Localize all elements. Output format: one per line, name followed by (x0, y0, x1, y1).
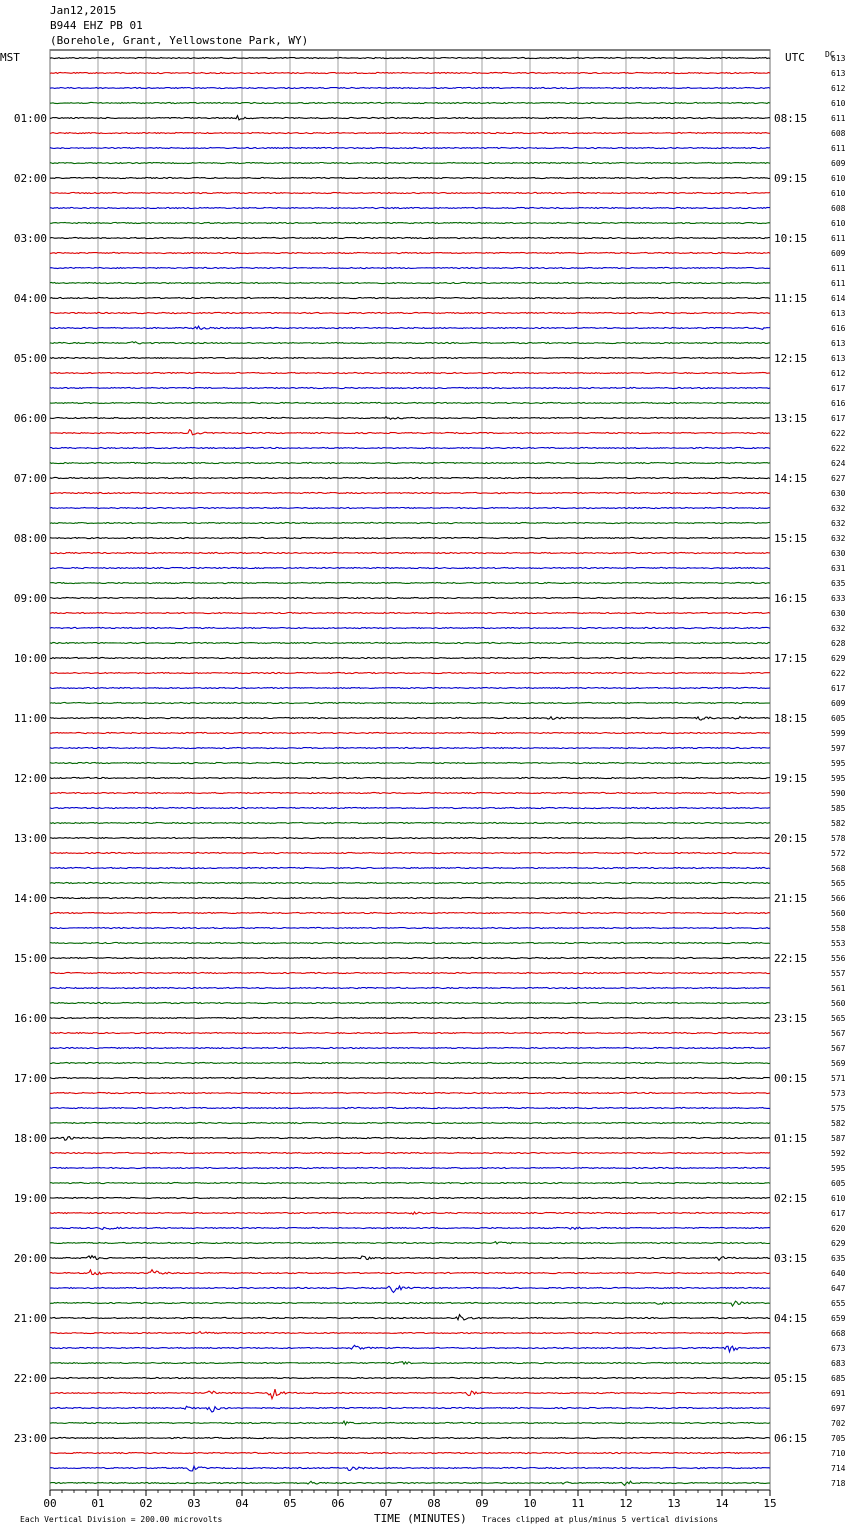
trace-line (50, 822, 770, 823)
dc-offset-label: 633 (831, 594, 846, 603)
dc-offset-label: 573 (831, 1089, 846, 1098)
dc-offset-label: 605 (831, 1179, 846, 1188)
trace-line (50, 477, 770, 478)
dc-offset-label: 632 (831, 504, 846, 513)
dc-offset-label: 632 (831, 534, 846, 543)
dc-offset-label: 599 (831, 729, 846, 738)
x-axis-title: TIME (MINUTES) (374, 1512, 467, 1525)
trace-line (50, 612, 770, 613)
traces (50, 57, 770, 1485)
trace-line (50, 1017, 770, 1018)
dc-offset-label: 614 (831, 294, 846, 303)
mst-hour-label: 18:00 (13, 1132, 47, 1145)
trace-line (50, 807, 770, 808)
dc-offset-label: 585 (831, 804, 846, 813)
trace-line (50, 312, 770, 313)
x-tick-label: 09 (475, 1497, 489, 1510)
dc-offset-label: 630 (831, 609, 846, 618)
dc-offset-label: 597 (831, 744, 846, 753)
utc-hour-label: 03:15 (774, 1252, 808, 1265)
dc-offset-label: 610 (831, 219, 846, 228)
trace-line (50, 252, 770, 253)
trace-line (50, 1062, 770, 1063)
x-tick-label: 00 (43, 1497, 57, 1510)
dc-offset-label: 610 (831, 174, 846, 183)
trace-line (50, 1481, 770, 1485)
mst-hour-label: 20:00 (13, 1252, 47, 1265)
trace-line (50, 147, 770, 148)
trace-line (50, 282, 770, 283)
trace-line (50, 192, 770, 193)
trace-line (50, 1107, 770, 1108)
dc-offset-label: 632 (831, 624, 846, 633)
dc-offset-label: 629 (831, 1239, 846, 1248)
dc-offset-label: 571 (831, 1074, 846, 1083)
x-tick-label: 02 (139, 1497, 153, 1510)
dc-offset-label: 714 (831, 1464, 846, 1473)
trace-line (50, 267, 770, 268)
mst-hour-label: 21:00 (13, 1312, 47, 1325)
dc-offset-label: 565 (831, 879, 846, 888)
dc-offset-label: 611 (831, 144, 846, 153)
dc-offset-label: 718 (831, 1479, 846, 1488)
dc-offset-label: 622 (831, 669, 846, 678)
utc-hour-label: 10:15 (774, 232, 808, 245)
dc-offset-label: 572 (831, 849, 846, 858)
dc-offset-label: 691 (831, 1389, 846, 1398)
trace-line (50, 372, 770, 373)
dc-offset-label: 582 (831, 1119, 846, 1128)
dc-offset-label: 582 (831, 819, 846, 828)
trace-line (50, 732, 770, 733)
utc-hour-label: 17:15 (774, 652, 808, 665)
dc-offset-label: 628 (831, 639, 846, 648)
dc-offset-label: 622 (831, 429, 846, 438)
dc-offset-label: 567 (831, 1029, 846, 1038)
dc-offset-label: 622 (831, 444, 846, 453)
dc-offset-label: 609 (831, 249, 846, 258)
x-tick-label: 08 (427, 1497, 441, 1510)
header-location: (Borehole, Grant, Yellowstone Park, WY) (50, 34, 309, 47)
utc-hour-label: 14:15 (774, 472, 808, 485)
trace-line (50, 957, 770, 958)
dc-offset-label: 613 (831, 69, 846, 78)
dc-offset-label: 561 (831, 984, 846, 993)
dc-offset-label: 556 (831, 954, 846, 963)
utc-hour-label: 13:15 (774, 412, 808, 425)
dc-offset-label: 705 (831, 1434, 846, 1443)
trace-line (50, 297, 770, 298)
utc-hour-label: 01:15 (774, 1132, 808, 1145)
trace-line (50, 1227, 770, 1229)
mst-hour-label: 19:00 (13, 1192, 47, 1205)
x-tick-label: 07 (379, 1497, 393, 1510)
dc-offset-label: 609 (831, 159, 846, 168)
trace-line (50, 777, 770, 778)
dc-offset-label: 617 (831, 384, 846, 393)
utc-hour-label: 15:15 (774, 532, 808, 545)
trace-line (50, 1362, 770, 1364)
trace-line (50, 1301, 770, 1306)
trace-line (50, 567, 770, 568)
dc-offset-label: 612 (831, 369, 846, 378)
trace-line (50, 462, 770, 463)
dc-offset-label: 630 (831, 549, 846, 558)
mst-hour-label: 11:00 (13, 712, 47, 725)
trace-line (50, 72, 770, 73)
dc-offset-label: 611 (831, 279, 846, 288)
trace-line (50, 1315, 770, 1320)
utc-hour-label: 05:15 (774, 1372, 808, 1385)
mst-axis-label: MST (0, 51, 20, 64)
dc-offset-label: 673 (831, 1344, 846, 1353)
plot-frame (50, 50, 770, 1490)
dc-offset-label: 560 (831, 999, 846, 1008)
mst-hour-label: 22:00 (13, 1372, 47, 1385)
mst-hour-label: 12:00 (13, 772, 47, 785)
x-tick-label: 06 (331, 1497, 345, 1510)
dc-offset-label: 608 (831, 129, 846, 138)
dc-offset-label: 608 (831, 204, 846, 213)
dc-offset-label: 575 (831, 1104, 846, 1113)
x-tick-label: 14 (715, 1497, 729, 1510)
mst-hour-label: 15:00 (13, 952, 47, 965)
trace-line (50, 57, 770, 58)
dc-offset-label: 578 (831, 834, 846, 843)
utc-hour-label: 20:15 (774, 832, 808, 845)
trace-line (50, 342, 770, 344)
trace-line (50, 1270, 770, 1275)
dc-offset-label: 587 (831, 1134, 846, 1143)
dc-offset-label: 617 (831, 414, 846, 423)
dc-offset-label: 697 (831, 1404, 846, 1413)
mst-hour-label: 03:00 (13, 232, 47, 245)
mst-hour-label: 05:00 (13, 352, 47, 365)
dc-offset-label: 710 (831, 1449, 846, 1458)
dc-offset-label: 611 (831, 234, 846, 243)
x-tick-label: 12 (619, 1497, 633, 1510)
dc-offset-label: 631 (831, 564, 846, 573)
trace-line (50, 1077, 770, 1078)
mst-hour-label: 04:00 (13, 292, 47, 305)
mst-hour-label: 02:00 (13, 172, 47, 185)
dc-offset-label: 567 (831, 1044, 846, 1053)
trace-line (50, 1345, 770, 1352)
dc-offset-label: 609 (831, 699, 846, 708)
dc-offset-label: 685 (831, 1374, 846, 1383)
trace-line (50, 1452, 770, 1453)
trace-line (50, 1002, 770, 1003)
x-tick-label: 11 (571, 1497, 585, 1510)
clipping-note: Traces clipped at plus/minus 5 vertical divisions (482, 1515, 719, 1524)
trace-line (50, 792, 770, 793)
x-tick-label: 03 (187, 1497, 201, 1510)
header-date: Jan12,2015 (50, 4, 117, 17)
trace-line (50, 132, 770, 133)
dc-offset-label: 617 (831, 684, 846, 693)
trace-line (50, 972, 770, 973)
trace-line (50, 582, 770, 583)
dc-offset-label: 613 (831, 339, 846, 348)
dc-offset-label: 630 (831, 489, 846, 498)
dc-offset-label: 565 (831, 1014, 846, 1023)
dc-offset-label: 592 (831, 1149, 846, 1158)
dc-offset-label: 610 (831, 1194, 846, 1203)
header-station: B944 EHZ PB 01 (50, 19, 143, 32)
dc-offset-label: 635 (831, 1254, 846, 1263)
trace-line (50, 387, 770, 388)
dc-offset-label: 611 (831, 114, 846, 123)
trace-line (50, 1286, 770, 1292)
trace-line (50, 716, 770, 720)
utc-hour-label: 09:15 (774, 172, 808, 185)
dc-offset-label: 624 (831, 459, 846, 468)
trace-line (50, 1032, 770, 1033)
trace-line (50, 597, 770, 598)
trace-line (50, 1167, 770, 1168)
trace-line (50, 867, 770, 868)
mst-hour-label: 06:00 (13, 412, 47, 425)
x-tick-label: 04 (235, 1497, 249, 1510)
trace-line (50, 1256, 770, 1261)
dc-offset-label: 702 (831, 1419, 846, 1428)
trace-line (50, 882, 770, 883)
mst-hour-label: 10:00 (13, 652, 47, 665)
utc-hour-label: 08:15 (774, 112, 808, 125)
trace-line (50, 1466, 770, 1471)
trace-line (50, 627, 770, 628)
trace-line (50, 1212, 770, 1214)
utc-hour-label: 21:15 (774, 892, 808, 905)
dc-offset-label: 595 (831, 759, 846, 768)
dc-offset-label: 610 (831, 189, 846, 198)
dc-offset-label: 635 (831, 579, 846, 588)
trace-line (50, 507, 770, 508)
vertical-division-note: Each Vertical Division = 200.00 microvolts (20, 1515, 223, 1524)
trace-line (50, 1047, 770, 1048)
utc-hour-label: 19:15 (774, 772, 808, 785)
trace-line (50, 1092, 770, 1093)
trace-line (50, 837, 770, 838)
trace-line (50, 1331, 770, 1333)
mst-hour-label: 14:00 (13, 892, 47, 905)
dc-offset-label: 668 (831, 1329, 846, 1338)
trace-line (50, 1421, 770, 1425)
x-tick-label: 15 (763, 1497, 777, 1510)
trace-line (50, 1406, 770, 1412)
dc-offset-label: 568 (831, 864, 846, 873)
utc-hour-label: 22:15 (774, 952, 808, 965)
trace-line (50, 687, 770, 688)
trace-line (50, 897, 770, 898)
dc-offset-label: 617 (831, 1209, 846, 1218)
dc-offset-label: 595 (831, 1164, 846, 1173)
dc-offset-label: 610 (831, 99, 846, 108)
dc-offset-label: 605 (831, 714, 846, 723)
trace-line (50, 912, 770, 913)
mst-hour-label: 09:00 (13, 592, 47, 605)
trace-line (50, 537, 770, 538)
trace-line (50, 552, 770, 553)
utc-hour-label: 12:15 (774, 352, 808, 365)
trace-line (50, 672, 770, 673)
dc-offset-label: 557 (831, 969, 846, 978)
trace-line (50, 1437, 770, 1438)
dc-offset-label: 553 (831, 939, 846, 948)
dc-offset-label: 560 (831, 909, 846, 918)
trace-line (50, 222, 770, 223)
utc-hour-label: 18:15 (774, 712, 808, 725)
trace-line (50, 852, 770, 853)
dc-offset-label: 558 (831, 924, 846, 933)
dc-offset-label: 612 (831, 84, 846, 93)
dc-offset-label: 566 (831, 894, 846, 903)
utc-hour-label: 11:15 (774, 292, 808, 305)
trace-line (50, 987, 770, 988)
trace-line (50, 237, 770, 238)
mst-hour-label: 23:00 (13, 1432, 47, 1445)
trace-line (50, 522, 770, 523)
trace-line (50, 747, 770, 748)
trace-line (50, 177, 770, 178)
trace-line (50, 207, 770, 208)
dc-offset-label: 629 (831, 654, 846, 663)
trace-line (50, 326, 770, 329)
dc-offset-label: 611 (831, 264, 846, 273)
dc-offset-label: 632 (831, 519, 846, 528)
utc-axis-label: UTC (785, 51, 805, 64)
dc-offset-label: 655 (831, 1299, 846, 1308)
dc-offset-label: 627 (831, 474, 846, 483)
mst-hour-label: 17:00 (13, 1072, 47, 1085)
mst-hour-label: 07:00 (13, 472, 47, 485)
mst-hour-label: 16:00 (13, 1012, 47, 1025)
mst-hour-label: 01:00 (13, 112, 47, 125)
trace-line (50, 430, 770, 435)
x-tick-label: 05 (283, 1497, 297, 1510)
dc-offset-label: 640 (831, 1269, 846, 1278)
trace-line (50, 87, 770, 88)
mst-hour-label: 08:00 (13, 532, 47, 545)
trace-line (50, 162, 770, 163)
trace-line (50, 116, 770, 120)
trace-line (50, 417, 770, 420)
dc-offset-label: 616 (831, 324, 846, 333)
dc-offset-label: 683 (831, 1359, 846, 1368)
dc-offset-label: 613 (831, 54, 846, 63)
trace-line (50, 357, 770, 358)
dc-offset-label: 569 (831, 1059, 846, 1068)
utc-hour-label: 23:15 (774, 1012, 808, 1025)
trace-line (50, 1197, 770, 1198)
trace-line (50, 1389, 770, 1399)
trace-line (50, 1377, 770, 1378)
trace-line (50, 447, 770, 448)
mst-hour-label: 13:00 (13, 832, 47, 845)
utc-hour-label: 00:15 (774, 1072, 808, 1085)
trace-line (50, 942, 770, 943)
trace-line (50, 927, 770, 928)
dc-offset-label: 590 (831, 789, 846, 798)
dc-offset-label: 647 (831, 1284, 846, 1293)
trace-line (50, 492, 770, 493)
labels (0, 50, 846, 1525)
utc-hour-label: 02:15 (774, 1192, 808, 1205)
trace-line (50, 1137, 770, 1141)
trace-line (50, 642, 770, 643)
trace-line (50, 1182, 770, 1183)
trace-line (50, 102, 770, 103)
trace-line (50, 402, 770, 403)
utc-hour-label: 04:15 (774, 1312, 808, 1325)
utc-hour-label: 16:15 (774, 592, 808, 605)
x-tick-label: 13 (667, 1497, 681, 1510)
trace-line (50, 702, 770, 703)
trace-line (50, 1122, 770, 1123)
utc-hour-label: 06:15 (774, 1432, 808, 1445)
dc-offset-label: 613 (831, 354, 846, 363)
dc-offset-label: 613 (831, 309, 846, 318)
dc-offset-label: 595 (831, 774, 846, 783)
trace-line (50, 1242, 770, 1244)
dc-offset-label: 659 (831, 1314, 846, 1323)
trace-line (50, 762, 770, 763)
x-tick-label: 01 (91, 1497, 105, 1510)
x-tick-label: 10 (523, 1497, 537, 1510)
dc-offset-label: 616 (831, 399, 846, 408)
dc-column-label: DC (825, 50, 835, 59)
trace-line (50, 1152, 770, 1153)
trace-line (50, 657, 770, 658)
dc-offset-label: 620 (831, 1224, 846, 1233)
